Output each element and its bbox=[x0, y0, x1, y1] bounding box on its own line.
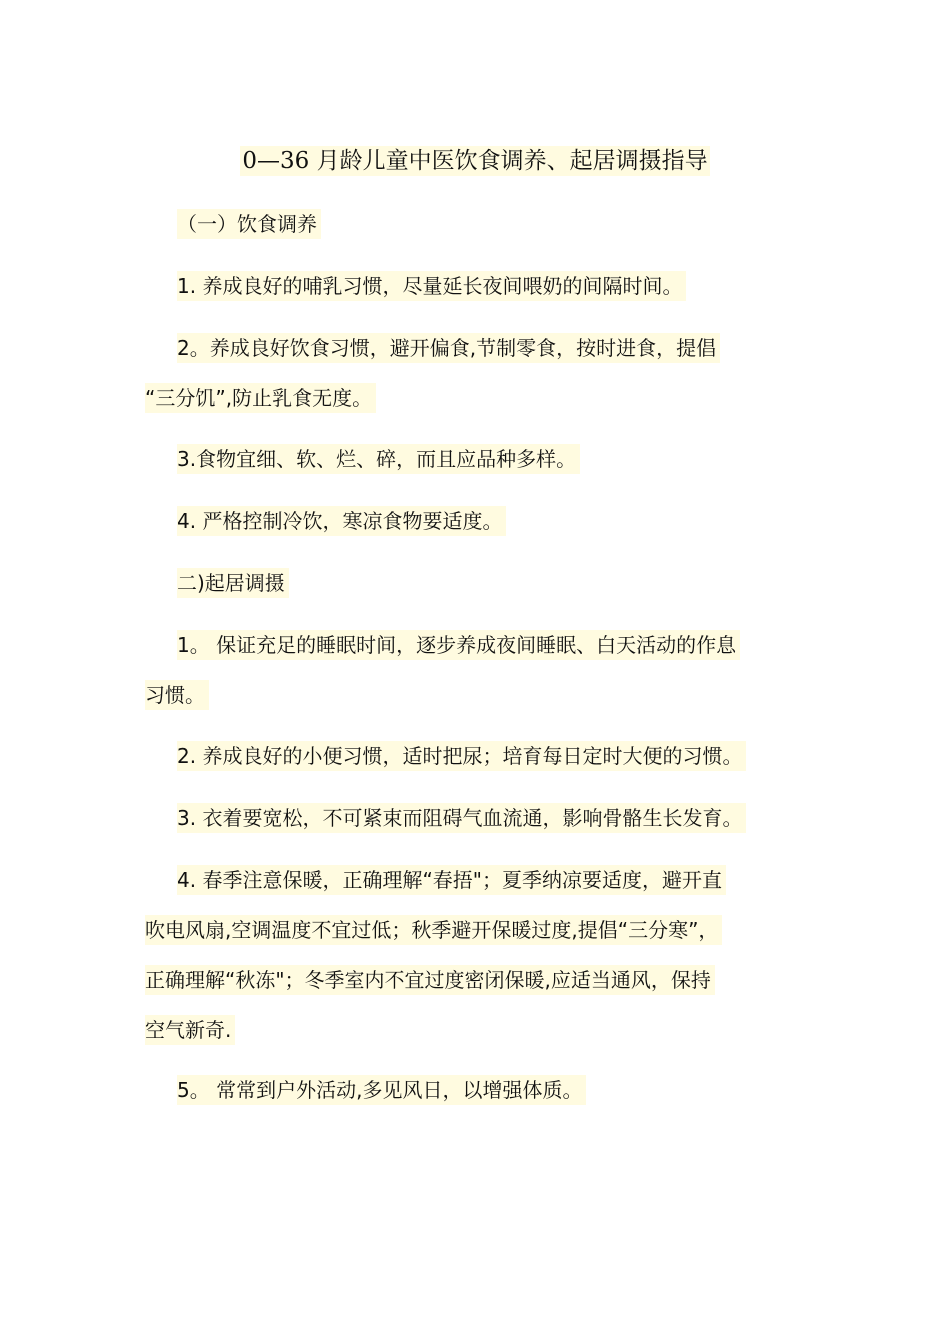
life-item-5-line-1: 5。 常常到户外活动,多见风日，以增强体质。 bbox=[177, 1075, 586, 1105]
life-item-4-line-1: 4. 春季注意保暖，正确理解“春捂"；夏季纳凉要适度，避开直 bbox=[177, 865, 726, 895]
life-item-1-line-1: 1。 保证充足的睡眠时间，逐步养成夜间睡眠、白天活动的作息 bbox=[177, 630, 740, 660]
diet-item-2 bbox=[145, 323, 815, 423]
diet-item-1 bbox=[145, 261, 815, 311]
diet-item-3 bbox=[145, 434, 815, 484]
diet-item-2-line-2: “三分饥”,防止乳食无度。 bbox=[145, 383, 376, 413]
diet-item-1-line-1: 1. 养成良好的哺乳习惯，尽量延长夜间喂奶的间隔时间。 bbox=[177, 271, 686, 301]
life-item-1-line-2: 习惯。 bbox=[145, 680, 209, 710]
section-heading-diet bbox=[145, 199, 815, 249]
life-item-4-line-4: 空气新奇. bbox=[145, 1015, 235, 1045]
diet-item-2-line-1: 2。养成良好饮食习惯，避开偏食,节制零食，按时进食，提倡 bbox=[177, 333, 720, 363]
document-title-text: 0—36 月龄儿童中医饮食调养、起居调摄指导 bbox=[242, 148, 708, 174]
document-title bbox=[0, 141, 950, 181]
section-heading-daily-life-text: 二)起居调摄 bbox=[177, 568, 289, 598]
life-item-4-line-2: 吹电风扇,空调温度不宜过低；秋季避开保暖过度,提倡“三分寒”， bbox=[145, 915, 722, 945]
diet-item-4-line-1: 4. 严格控制冷饮，寒凉食物要适度。 bbox=[177, 506, 506, 536]
life-item-4 bbox=[145, 855, 815, 1055]
life-item-3 bbox=[145, 793, 815, 843]
diet-item-4 bbox=[145, 496, 815, 546]
diet-item-3-line-1: 3.食物宜细、软、烂、碎，而且应品种多样。 bbox=[177, 444, 580, 474]
life-item-2 bbox=[145, 731, 815, 781]
life-item-4-line-3: 正确理解“秋冻"；冬季室内不宜过度密闭保暖,应适当通风，保持 bbox=[145, 965, 715, 995]
life-item-1 bbox=[145, 620, 815, 720]
life-item-2-line-1: 2. 养成良好的小便习惯，适时把尿；培育每日定时大便的习惯。 bbox=[177, 741, 746, 771]
section-heading-diet-text: （一）饮食调养 bbox=[177, 209, 321, 239]
life-item-5 bbox=[145, 1065, 815, 1115]
life-item-3-line-1: 3. 衣着要宽松，不可紧束而阻碍气血流通，影响骨骼生长发育。 bbox=[177, 803, 746, 833]
section-heading-daily-life bbox=[145, 558, 815, 608]
